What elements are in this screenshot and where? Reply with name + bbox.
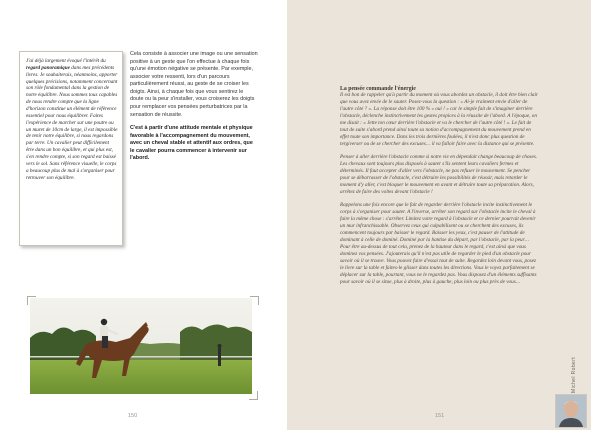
section-heading: La pensée commande l'énergie [340, 86, 416, 92]
right-paragraph-1: Il est bon de rappeler qu'à partir du moment où vous abordez un obstacle, il doit être bien clair que vous avez envie de le sauter. Posez-vous la question : « Ai-je vraiment envie d'aller de l'autre côté ? ». La réponse doit être 100 % « oui ! » car le simple fait de s'imaginer derrière l'obstacle, déclenche instinctivement les gestes propices à la réussite de l'abord. A l'époque, on me disait : « Jette ton cœur derrière l'obstacle et va le chercher de l'autre côté ! ». Le fait de tout de suite s'abord prend ainsi toute sa notion d'accompagnement du mouvement prend en effet toute son importance. Dans les trois dernières foulées, il n'est donc plus question de tergiverser ou de se chercher des excuses… il va falloir faire avec la distance qui se présente. [340, 92, 538, 148]
right-paragraph-3: Rappelons une fois encore que le fait de regarder derrière l'obstacle incite instinctivement le corps à s'organiser pour sauter. A l'inverse, arrêter son regard sur l'obstacle incite le cheval à faire la même chose : s'arrêter. Limitez votre regard à l'obstacle et ce dernier pourrait devenir un mur infranchissable. Observez ceux qui culpabilisent ou se cherchent des excuses, ils commencent toujours par baisser le regard. Baisser les yeux, c'est pauser de l'attitude de dominant à celle de dominé. Dominé par la hantise du départ, par l'obstacle, par la peur… Pour être au-dessus de tout cela, prenez de la hauteur dans le regard, c'est ainsi que vous dominez vos pensées. J'ajouterais qu'il n'est pas utile de regarder le pied d'un obstacle pour savoir où il se trouve. Vous pouvez faire d'essai tout de suite. Regardez loin devant vous, posez le livre sur la table et faites-le glisser dans toutes les directions. Vous le voyez parfaitement se déplacer sur la table, pourtant, vous ne le regardez pas. Vous disposez d'un éléments suffisants pour savoir où il se situe, plus à droite, plus à gauche, plus loin ou plus près de vous… [340, 202, 537, 286]
sidebar-box [19, 51, 123, 246]
right-column [340, 86, 540, 292]
sidebar-text [26, 58, 118, 181]
author-portrait [555, 394, 587, 428]
sidebar-bold-term: regard panoramique [26, 64, 70, 71]
sidebar-text-before: J'ai déjà largement évoqué l'intérêt du [26, 58, 106, 64]
left-paragraph-2: C'est à partir d'une attitude mentale et physique favorable à l'accompagnement du mouvement, avec un cheval stable et attentif aux ordres, que le cavalier pourra commencer à intervenir sur l'abord. [130, 125, 253, 162]
left-main-column [130, 51, 258, 169]
page-number-left: 150 [128, 413, 138, 419]
author-name-vertical [565, 333, 577, 393]
left-page [0, 0, 287, 430]
sidebar-text-after: dans mes précédents livres. Je souhaiterais, néanmoins, apporter quelques précisions, notamment concernant son rôle fondamental dans la gestion de notre équilibre. Nous sommes tous capables de nous rendre compte que la ligne d'horizon constitue un élément de référence essentiel pour nous équilibrer. Faites l'expérience de marcher sur une poutre ou un muret de 10cm de large, il est impossible de tenir notre équilibre, si nous regardons par terre. Un cavalier peut difficilement être dans un bon équilibre, et qui plus est, s'en rendre compte, si son regard est baissé vers le sol. Sans référence visuelle, le corps a beaucoup plus de mal à s'organiser pour retrouver son équilibre. [26, 64, 118, 181]
photo-corner-bottom-right [249, 391, 258, 400]
photo-illustration [30, 298, 252, 394]
left-paragraph-1: Cela consiste à associer une image ou une sensation positive à un geste que l'on effectue à chaque fois qu'une émotion négative se présente. Par exemple, associer votre ressenti, lors d'un parcours particulièrement réussi, au geste de se croiser les doigts. Ainsi, à chaque fois que vous sentirez le doute ou la peur s'installer, vous croiserez les doigts pour remplacer vos pensées perturbatrices par la sensation de réussite. [130, 51, 258, 118]
right-page [287, 0, 591, 430]
author-portrait-illustration [556, 395, 586, 427]
right-paragraph-2: Penser à aller derrière l'obstacle comme si notre vie en dépendait change beaucoup de choses. Les chevaux sont toujours plus disposés à sauter s'ils sentent leurs cavaliers fermes et déterminés. Il faut accepter d'aller vers l'obstacle, ne pas refuser le mouvement. Se pencher pour se débarrasser de l'obstacle, c'est détruire les possibilités de réussir, mais retarder le moment d'y aller, c'est bloquer le mouvement en avant et détruire toute sa préparation. Alors, arrêtez de faire des voltes devant l'obstacle ! [340, 154, 538, 196]
author-name-text: Michel Robert [571, 356, 577, 393]
page-number-right: 151 [435, 413, 445, 419]
rider-horse-photo [30, 298, 252, 394]
